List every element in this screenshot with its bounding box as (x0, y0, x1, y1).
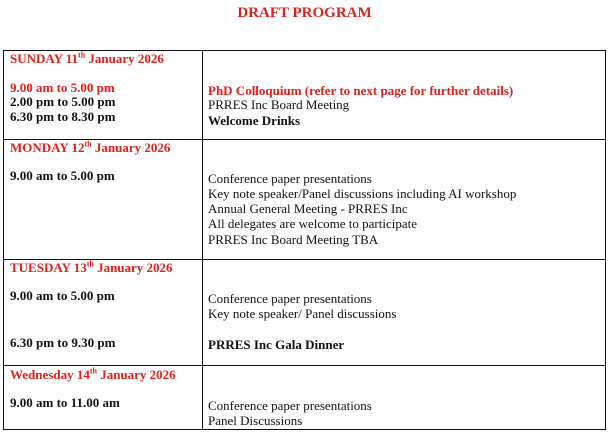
event: Key note speaker/ Panel discussions (208, 306, 397, 321)
time-slot: 9.00 am to 5.00 pm (10, 288, 115, 303)
event: Key note speaker/Panel discussions including AI workshop (208, 186, 517, 201)
event: PhD Colloquium (refer to next page for further details) (208, 83, 514, 98)
table-border (3, 429, 606, 430)
event: All delegates are welcome to participate (208, 216, 417, 231)
time-slot: 2.00 pm to 5.00 pm (10, 94, 116, 109)
time-slot: 6.30 pm to 9.30 pm (10, 335, 116, 350)
event: PRRES Inc Gala Dinner (208, 337, 345, 352)
table-border (605, 50, 606, 430)
time-slot: 9.00 am to 5.00 pm (10, 80, 115, 95)
event: Panel Discussions (208, 413, 303, 428)
event: Conference paper presentations (208, 171, 372, 186)
time-slot: 9.00 am to 5.00 pm (10, 168, 115, 183)
column-divider (202, 50, 203, 430)
event: Conference paper presentations (208, 291, 372, 306)
event: Conference paper presentations (208, 398, 372, 413)
event: PRRES Inc Board Meeting TBA (208, 232, 379, 247)
event: Annual General Meeting - PRRES Inc (208, 201, 408, 216)
table-border (3, 50, 4, 430)
day-heading: TUESDAY 13th January 2026 (10, 259, 173, 275)
day-heading: SUNDAY 11th January 2026 (10, 50, 164, 66)
day-heading: Wednesday 14th January 2026 (10, 366, 176, 382)
day-heading: MONDAY 12th January 2026 (10, 139, 171, 155)
event: Welcome Drinks (208, 113, 301, 128)
event: PRRES Inc Board Meeting (208, 97, 350, 112)
time-slot: 9.00 am to 11.00 am (10, 395, 120, 410)
page-title: DRAFT PROGRAM (237, 5, 372, 21)
time-slot: 6.30 pm to 8.30 pm (10, 109, 116, 124)
